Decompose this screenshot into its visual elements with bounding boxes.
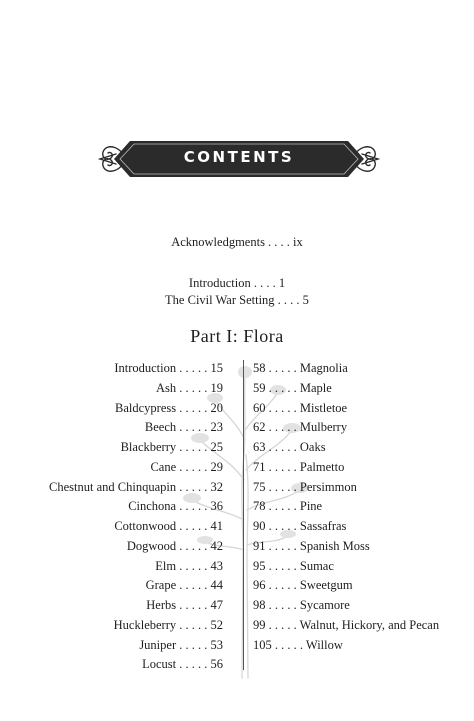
toc-entry: 71 . . . . . Palmetto (253, 459, 345, 474)
toc-entry: Locust . . . . . 56 (142, 657, 223, 672)
toc-entry: Chestnut and Chinquapin . . . . . 32 (49, 479, 223, 494)
front-matter-acknowledgments: Acknowledgments . . . . ix (171, 235, 303, 249)
toc-entry: 63 . . . . . Oaks (253, 440, 326, 454)
toc-entry: 99 . . . . . Walnut, Hickory, and Pecan (253, 617, 440, 632)
toc-entry: 105 . . . . . Willow (253, 637, 343, 652)
contents-title: CONTENTS (183, 148, 295, 166)
toc-entry: Cinchona . . . . . 36 (128, 499, 223, 514)
toc-entry: 59 . . . . . Maple (253, 380, 332, 395)
flora-list-right (253, 359, 439, 655)
toc-entry: 98 . . . . . Sycamore (253, 598, 350, 612)
contents-banner (96, 134, 382, 184)
toc-entry: Blackberry . . . . . 25 (120, 440, 223, 454)
toc-entry: 75 . . . . . Persimmon (253, 479, 357, 494)
toc-entry: Introduction . . . . . 15 (114, 361, 223, 375)
toc-entry: 60 . . . . . Mistletoe (253, 400, 348, 415)
toc-entry: 95 . . . . . Sumac (253, 558, 334, 573)
toc-entry: Baldcypress . . . . . 20 (115, 400, 223, 415)
toc-entry: Herbs . . . . . 47 (146, 598, 223, 612)
toc-entry: Juniper . . . . . 53 (139, 637, 223, 652)
front-matter-introduction: Introduction . . . . 1 (188, 276, 286, 290)
toc-entry: 91 . . . . . Spanish Moss (253, 538, 370, 553)
toc-entry: Elm . . . . . 43 (155, 558, 223, 573)
toc-entry: Huckleberry . . . . . 52 (113, 617, 223, 632)
toc-entry: 90 . . . . . Sassafras (253, 519, 347, 533)
flora-list-left (49, 359, 223, 675)
toc-entry: Ash . . . . . 19 (155, 380, 223, 395)
toc-entry: 62 . . . . . Mulberry (253, 420, 348, 435)
toc-entry: 96 . . . . . Sweetgum (253, 578, 353, 593)
toc-entry: Grape . . . . . 44 (145, 578, 223, 593)
toc-entry: 78 . . . . . Pine (253, 499, 323, 514)
front-matter-civil-war-setting: The Civil War Setting . . . . 5 (165, 293, 309, 307)
toc-entry: Cottonwood . . . . . 41 (114, 519, 223, 533)
part-heading: Part I: Flora (190, 326, 284, 346)
toc-entry: Dogwood . . . . . 42 (126, 538, 223, 553)
toc-entry: 58 . . . . . Magnolia (253, 361, 348, 375)
toc-entry: Cane . . . . . 29 (150, 459, 223, 474)
toc-entry: Beech . . . . . 23 (144, 420, 223, 435)
column-divider (243, 360, 244, 670)
